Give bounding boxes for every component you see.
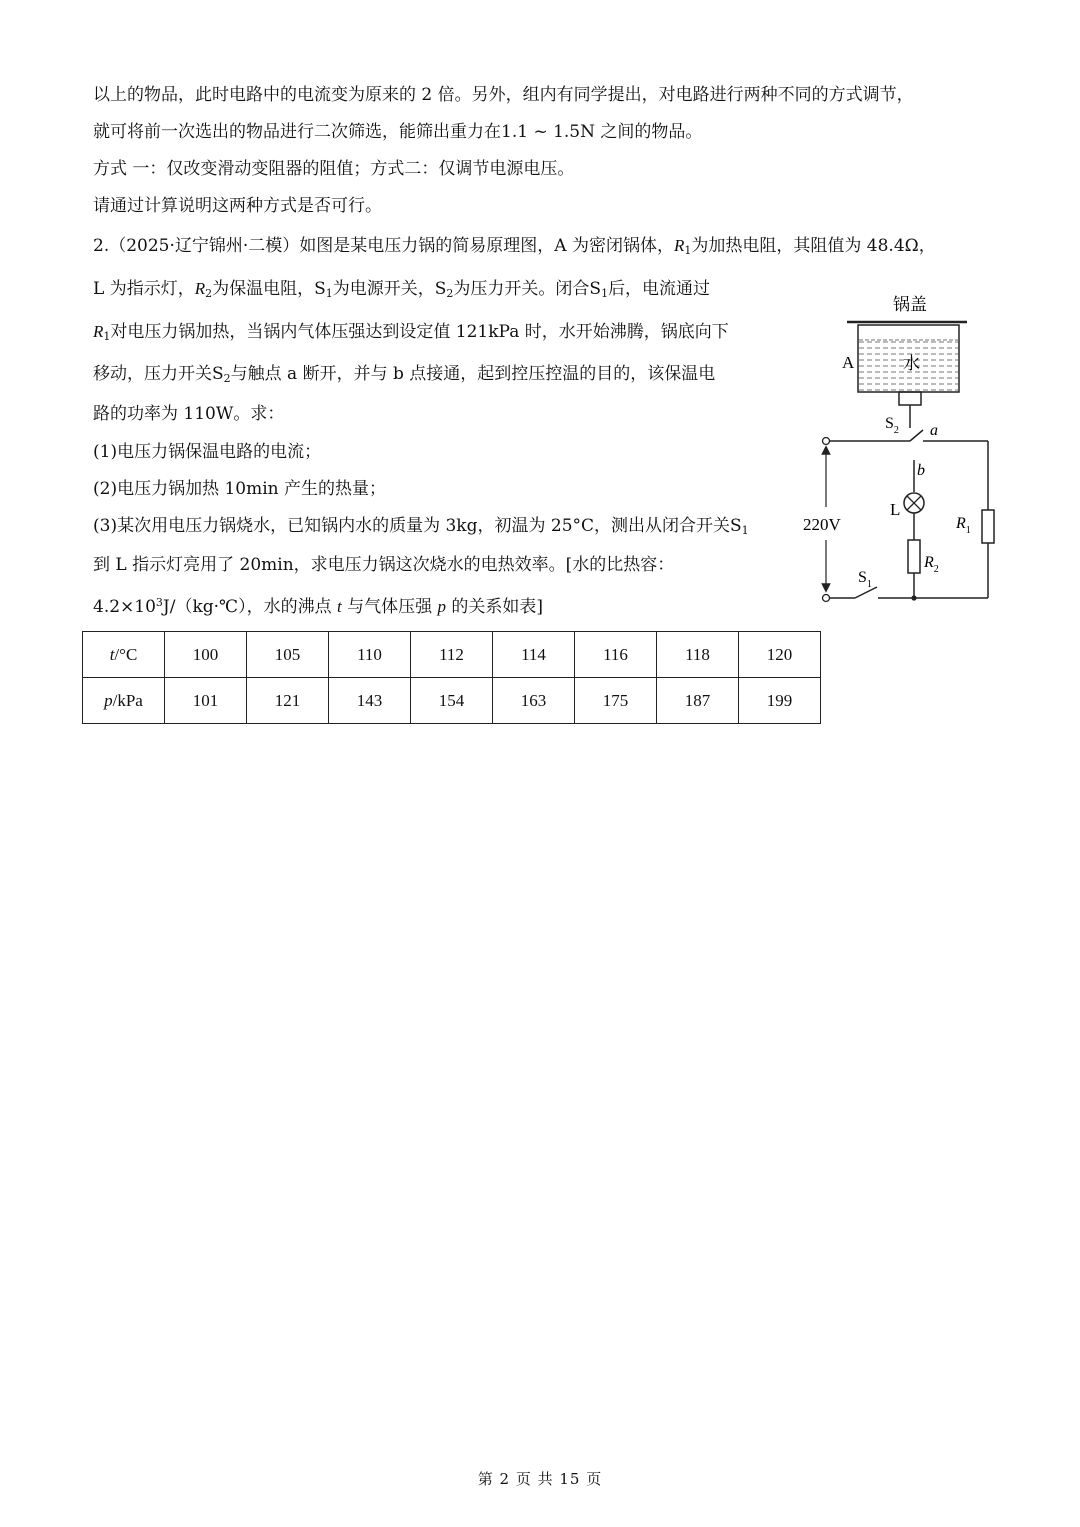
prev-line-4: 请通过计算说明这两种方式是否可行。 — [93, 196, 382, 216]
table-cell: 101 — [165, 678, 247, 724]
prev-line-1: 以上的物品，此时电路中的电流变为原来的 2 倍。另外，组内有同学提出，对电路进行两种不同的方式调节， — [93, 85, 914, 105]
table-cell: 112 — [411, 632, 493, 678]
table-cell: 116 — [575, 632, 657, 678]
table-cell: 199 — [739, 678, 821, 724]
resistor-r1 — [982, 510, 994, 543]
b-label: b — [917, 462, 925, 479]
problem2-line-5: 路的功率为 110W。求： — [93, 404, 285, 424]
terminal-top — [823, 438, 830, 445]
s1-label: $S_1$ — [858, 569, 872, 590]
r2-label: $R_2$ — [924, 554, 939, 575]
question-3-line-3: $4.2\times 10^3J/(kg\cdot℃)$，水的沸点 t 与气体压强 p 的关系如表] — [93, 596, 544, 617]
pressure-piston — [899, 392, 921, 405]
problem2-line-3: $R_1$对电压力锅加热，当锅内气体压强达到设定值 121kPa 时，水开始沸腾，锅底向下 — [93, 322, 729, 343]
table-cell: 187 — [657, 678, 739, 724]
resistor-r2 — [908, 540, 920, 573]
lid-label: 锅盖 — [893, 295, 927, 314]
table-cell: 118 — [657, 632, 739, 678]
table-cell: 105 — [247, 632, 329, 678]
question-1: (1)电压力锅保温电路的电流； — [93, 442, 322, 462]
question-3-line-2: 到 L 指示灯亮用了 20min，求电压力锅这次烧水的电热效率。[水的比热容： — [93, 555, 675, 575]
boiling-point-table — [82, 631, 821, 724]
terminal-bottom — [823, 595, 830, 602]
pot-label: A — [842, 353, 855, 372]
prev-line-3: 方式 一：仅改变滑动变阻器的阻值；方式二：仅调节电源电压。 — [93, 159, 575, 179]
page-footer: 第 2 页 共 15 页 — [477, 1470, 603, 1488]
water-label: 水 — [903, 354, 920, 373]
circuit-diagram — [795, 285, 1010, 615]
problem2-line-1: 2.（2025·辽宁锦州·二模）如图是某电压力锅的简易原理图，A 为密闭锅体，$R_1$为加热电阻，其阻值为 48.4Ω， — [93, 236, 936, 257]
row-header-pressure: p/kPa — [83, 678, 165, 724]
a-label: a — [930, 422, 938, 439]
problem-source: （2025·辽宁锦州·二模） — [109, 236, 300, 256]
problem2-line-2: L 为指示灯，$R_2$为保温电阻，$S_1$为电源开关，$S_2$为压力开关。闭合$S_1$后，电流通过 — [93, 279, 711, 300]
table-cell: 110 — [329, 632, 411, 678]
table-cell: 143 — [329, 678, 411, 724]
table-cell: 154 — [411, 678, 493, 724]
junction-dot — [911, 595, 916, 600]
table-row — [83, 632, 821, 678]
table-cell: 100 — [165, 632, 247, 678]
table-row — [83, 678, 821, 724]
prev-line-2: 就可将前一次选出的物品进行二次筛选，能筛出重力在1.1 ~ 1.5N 之间的物品。 — [93, 122, 703, 142]
s2-label: $S_2$ — [885, 415, 899, 436]
problem2-line-4: 移动，压力开关$S_2$与触点 a 断开，并与 b 点接通，起到控压控温的目的，该保温电 — [93, 364, 716, 385]
table-cell: 121 — [247, 678, 329, 724]
question-2: (2)电压力锅加热 10min 产生的热量； — [93, 479, 387, 499]
s2-switch-blade — [910, 430, 923, 441]
row-header-temperature: t/°C — [83, 632, 165, 678]
table-cell: 114 — [493, 632, 575, 678]
table-cell: 175 — [575, 678, 657, 724]
question-3-line-1: (3)某次用电压力锅烧水，已知锅内水的质量为 3kg，初温为 25°C，测出从闭合开关$S_1$ — [93, 516, 749, 537]
problem-number: 2. — [93, 236, 110, 256]
lamp-label: L — [890, 500, 901, 519]
voltage-label: 220V — [803, 515, 841, 534]
r1-label: $R_1$ — [956, 515, 971, 536]
table-cell: 120 — [739, 632, 821, 678]
table-cell: 163 — [493, 678, 575, 724]
